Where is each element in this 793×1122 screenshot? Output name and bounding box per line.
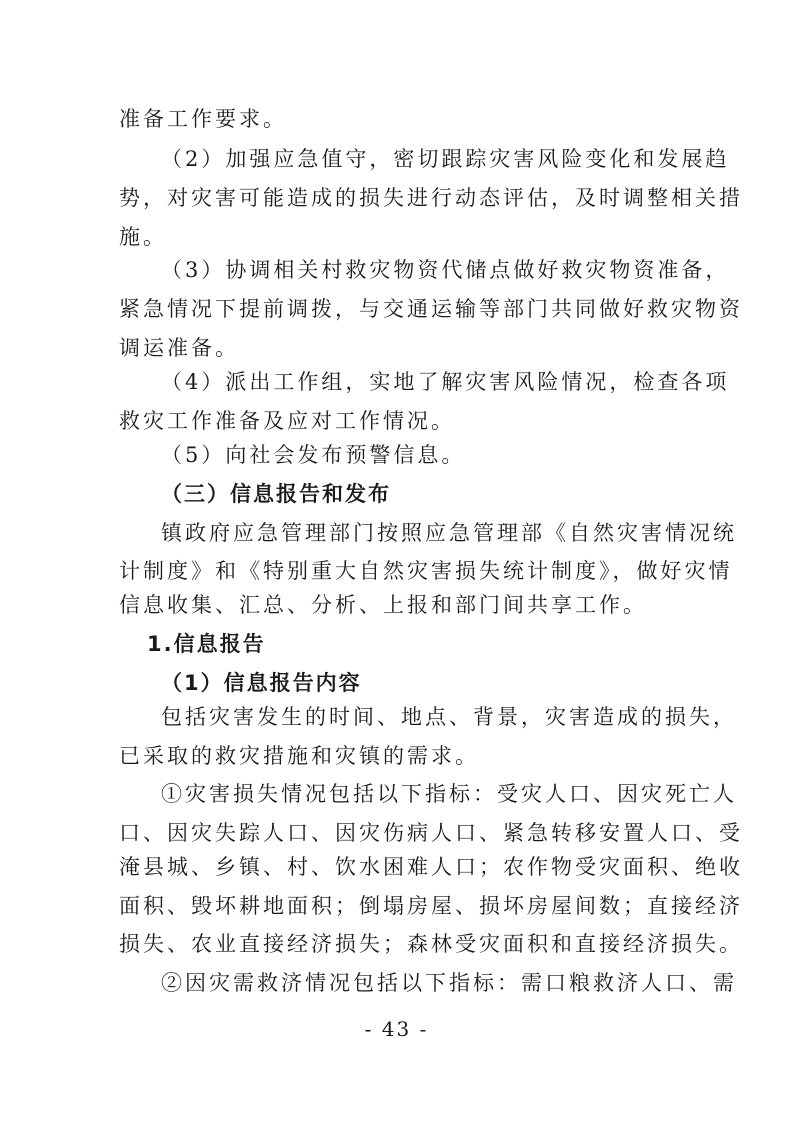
text-line-item-3-cont: 紧急情况下提前调拨，与交通运输等部门共同做好救灾物资 — [119, 297, 743, 321]
text-line-indicator-1-cont: 面积、毁坏耕地面积；倒塌房屋、损坏房屋间数；直接经济 — [119, 894, 743, 918]
text-line-content: 包括灾害发生的时间、地点、背景，灾害造成的损失， — [161, 705, 737, 729]
text-line-indicator-1: ①灾害损失情况包括以下指标：受灾人口、因灾死亡人 — [161, 782, 737, 806]
subheading-info-report: 1.信息报告 — [147, 632, 266, 656]
text-line-section-body-end: 信息收集、汇总、分析、上报和部门间共享工作。 — [119, 593, 647, 617]
subheading-report-content: （1）信息报告内容 — [161, 671, 362, 695]
text-line-continuation: 准备工作要求。 — [119, 107, 287, 131]
page-number: - 43 - — [364, 1017, 429, 1041]
text-line-item-4: （4）派出工作组，实地了解灾害风险情况，检查各项 — [161, 370, 730, 394]
text-line-indicator-1-cont: 淹县城、乡镇、村、饮水困难人口；农作物受灾面积、绝收 — [119, 855, 743, 879]
text-line-item-3-end: 调运准备。 — [119, 336, 239, 360]
text-line-indicator-2: ②因灾需救济情况包括以下指标：需口粮救济人口、需 — [161, 971, 737, 995]
text-line-item-4-end: 救灾工作准备及应对工作情况。 — [119, 409, 455, 433]
text-line-content-end: 已采取的救灾措施和灾镇的需求。 — [119, 744, 479, 768]
text-line-item-2-end: 施。 — [119, 225, 167, 249]
text-line-item-3: （3）协调相关村救灾物资代储点做好救灾物资准备， — [161, 258, 730, 282]
text-line-section-body-cont: 计制度》和《特别重大自然灾害损失统计制度》，做好灾情 — [119, 559, 733, 583]
text-line-indicator-1-cont: 口、因灾失踪人口、因灾伤病人口、紧急转移安置人口、受 — [119, 821, 743, 845]
text-line-item-5: （5）向社会发布预警信息。 — [161, 443, 466, 467]
text-line-indicator-1-end: 损失、农业直接经济损失；森林受灾面积和直接经济损失。 — [119, 932, 743, 956]
text-line-section-body: 镇政府应急管理部门按照应急管理部《自然灾害情况统 — [161, 521, 737, 545]
text-line-item-2-cont: 势，对灾害可能造成的损失进行动态评估，及时调整相关措 — [119, 186, 743, 210]
text-line-item-2: （2）加强应急值守，密切跟踪灾害风险变化和发展趋 — [161, 147, 730, 171]
section-heading-info-report: （三）信息报告和发布 — [161, 482, 391, 506]
